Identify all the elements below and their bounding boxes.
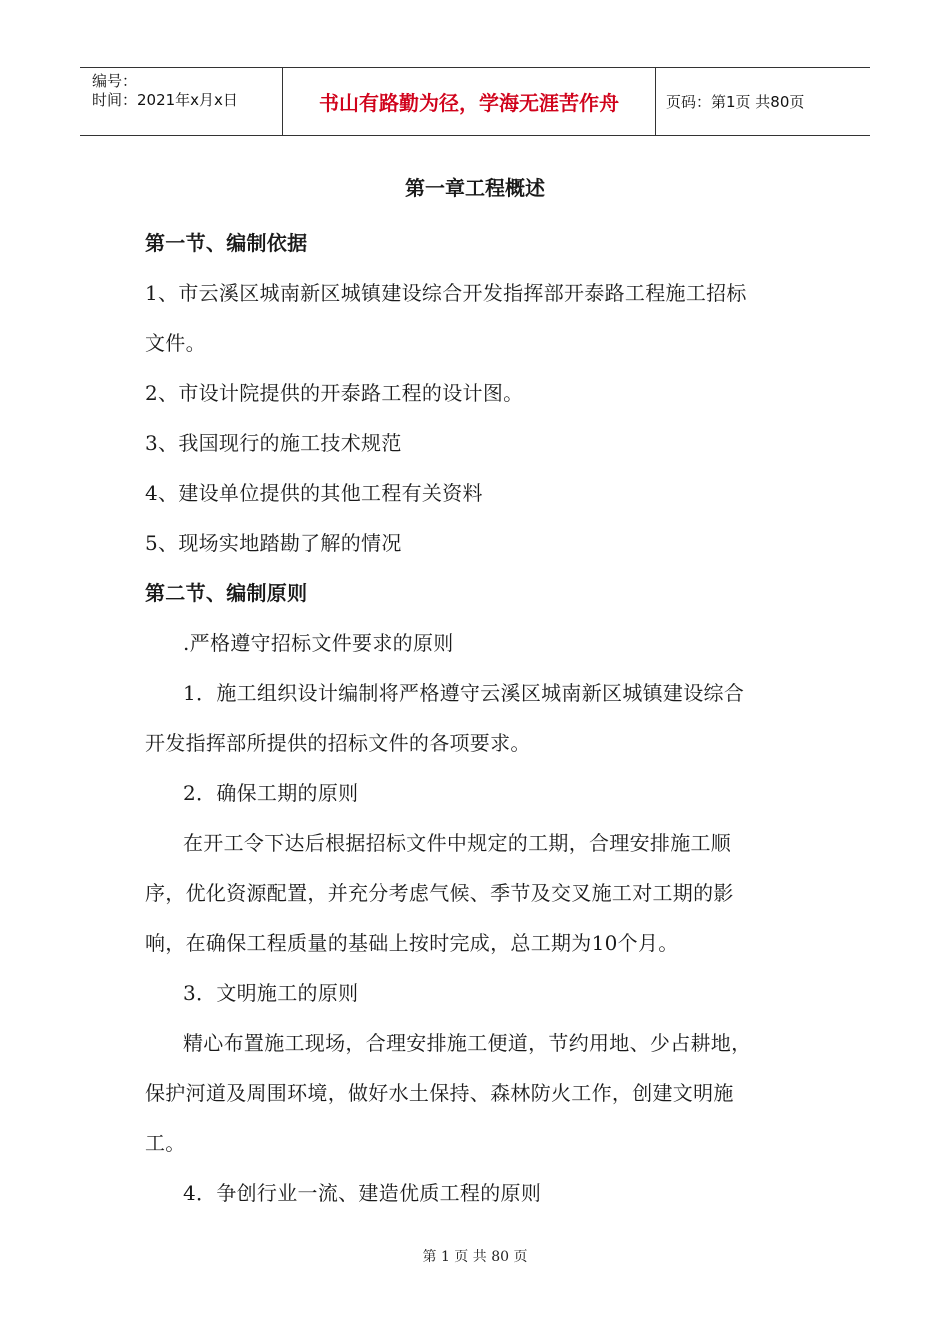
principle-line: 2．确保工期的原则 [183, 781, 359, 805]
principle-line: 精心布置施工现场，合理安排施工便道，节约用地、少占耕地， [183, 1031, 752, 1055]
principle-line: 在开工令下达后根据招标文件中规定的工期，合理安排施工顺 [183, 831, 732, 855]
basis-line: 2、市设计院提供的开泰路工程的设计图。 [145, 381, 524, 405]
basis-line: 5、现场实地踏勘了解的情况 [145, 531, 402, 555]
time-label: 时间：2021年x月x日 [92, 91, 238, 109]
principle-line: .严格遵守招标文件要求的原则 [183, 631, 454, 655]
section-heading-principles: 第二节、编制原则 [145, 581, 308, 605]
principle-line: 响，在确保工程质量的基础上按时完成，总工期为10个月。 [145, 931, 679, 955]
document-body [145, 218, 810, 1218]
header-motto: 书山有路勤为径，学海无涯苦作舟 [282, 68, 656, 135]
principle-line: 4．争创行业一流、建造优质工程的原则 [183, 1181, 542, 1205]
page-header [80, 67, 870, 136]
basis-line: 1、市云溪区城南新区城镇建设综合开发指挥部开泰路工程施工招标 [145, 281, 747, 305]
basis-line: 文件。 [145, 331, 206, 355]
basis-line: 4、建设单位提供的其他工程有关资料 [145, 481, 483, 505]
page-footer: 第 1 页 共 80 页 [422, 1249, 528, 1265]
number-label: 编号： [92, 72, 138, 90]
principle-line: 开发指挥部所提供的招标文件的各项要求。 [145, 731, 531, 755]
principle-line: 保护河道及周围环境，做好水土保持、森林防火工作，创建文明施 [145, 1081, 734, 1105]
chapter-title: 第一章工程概述 [405, 176, 545, 200]
header-meta [80, 68, 282, 135]
principle-line: 工。 [145, 1131, 186, 1155]
principle-line: 序，优化资源配置，并充分考虑气候、季节及交叉施工对工期的影 [145, 881, 734, 905]
section-heading-basis: 第一节、编制依据 [145, 231, 308, 255]
principle-line: 3．文明施工的原则 [183, 981, 359, 1005]
basis-line: 3、我国现行的施工技术规范 [145, 431, 402, 455]
header-page-info: 页码：第1页 共80页 [666, 93, 805, 111]
principle-line: 1．施工组织设计编制将严格遵守云溪区城南新区城镇建设综合 [183, 681, 745, 705]
